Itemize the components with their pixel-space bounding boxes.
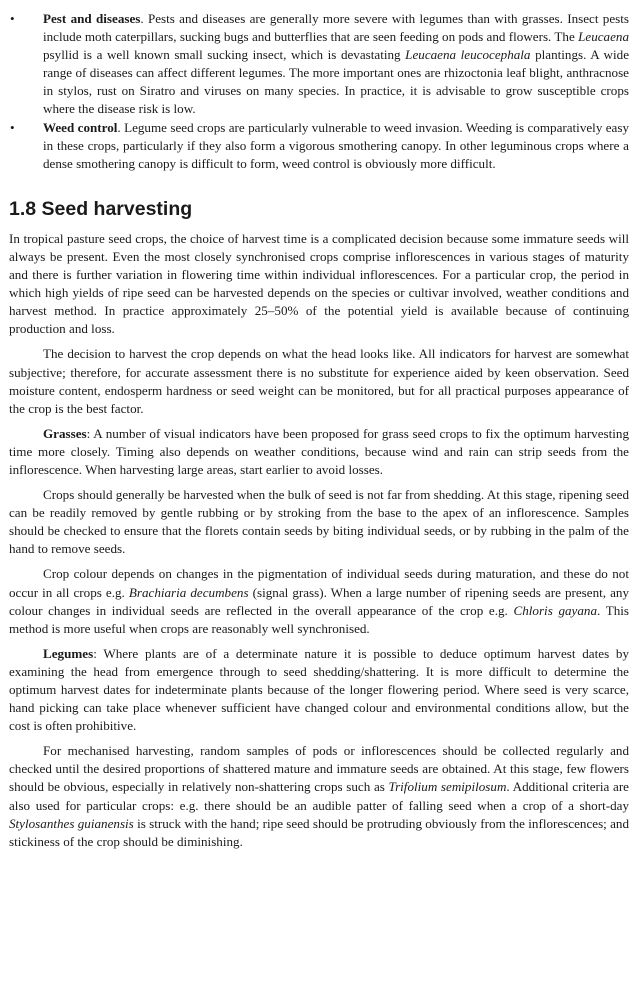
species-name: Trifolium semipilosum [388, 779, 507, 795]
bullet-text: . Pests and diseases are generally more severe with legumes than with grasses. Insect pests include moth caterpillars, sucking bugs and butterflies that are seen feeding on pods and flowers. The [43, 11, 629, 45]
paragraph-text: is struck with the hand; ripe seed should be protruding obviously from the inflorescences; and stickiness of the crop should be diminishing. [9, 815, 629, 849]
paragraph-text: . This method is more useful when crops are reasonably well synchronised. [9, 602, 629, 636]
paragraph [9, 565, 629, 637]
paragraph-heading: Legumes [43, 645, 94, 661]
bullet-heading: Pest and diseases [43, 11, 141, 26]
paragraph [9, 645, 629, 735]
paragraph-text: : A number of visual indicators have been proposed for grass seed crops to fix the optimum harvesting time more closely. Timing also depends on weather conditions, because wind and rain can strip seeds from the inflorescence. When harvesting large areas, start earlier to avoid losses. [9, 425, 629, 477]
species-name: Leucaena leucocephala [405, 47, 531, 63]
species-name: Chloris gayana [513, 602, 598, 618]
paragraph-text: For mechanised harvesting, random samples of pods or inflorescences should be collected regularly and checked until the desired proportions of shattered mature and immature seeds are obtained. At this stage, few flowers should be obvious, especially in relatively non-shattering crops such as [9, 743, 629, 795]
species-name: Stylosanthes guianensis [9, 815, 134, 831]
bullet-list [9, 10, 629, 173]
bullet-text: psyllid is a well known small sucking insect, which is devastating [43, 47, 406, 63]
paragraph: In tropical pasture seed crops, the choice of harvest time is a complicated decision because some immature seeds will always be present. Even the most closely synchronised crops comprise inflorescences in various stages of maturity and there is further variation in flowering time within individual inflorescences. For a particular crop, the period in which high yields of ripe seed can be harvested depends on the species or cultivar involved, weather conditions and harvest method. In practice approximately 25–50% of the potential yield is available because of continuing production and loss. [9, 230, 629, 337]
species-name: Leucaena [578, 29, 629, 45]
bullet-icon: • [10, 119, 15, 135]
paragraph [9, 742, 629, 851]
bullet-text: . Legume seed crops are particularly vulnerable to weed invasion. Weeding is comparatively easy in these crops, particularly if they also form a vigorous smothering canopy. In other leguminous crops where a dense smothering canopy is difficult to form, weed control is obviously more difficult. [43, 119, 630, 171]
paragraph-text: Crop colour depends on changes in the pigmentation of individual seeds during maturation, and these do not occur in all crops e.g. [9, 566, 629, 600]
bullet-icon: • [10, 11, 15, 26]
paragraph-text: (signal grass). When a large number of ripening seeds are present, any colour changes in individual seeds are reflected in the overall appearance of the crop e.g. [9, 584, 630, 618]
paragraph-text: . Additional criteria are also used for particular crops: e.g. there should be an audible patter of falling seed when a crop of a short-day [9, 779, 629, 813]
bullet-text: plantings. A wide range of diseases can affect different legumes. The more important ones are rhizoctonia leaf blight, anthracnose in stylos, rust on Siratro and viruses on many species. In practice, it is advisable to grow susceptible crops where the disease risk is low. [43, 47, 630, 117]
paragraph-text: : Where plants are of a determinate nature it is possible to deduce optimum harvest dates by examining the head from emergence through to seed shedding/shattering. It is more difficult to determine the optimum harvest dates for indeterminate plants because of the longer flowering period. Where seed is very scarce, hand picking can take place whenever sufficient have changed colour and environmental conditions allow, but the cost is often prohibitive. [9, 645, 629, 734]
species-name: Brachiaria decumbens [128, 584, 249, 600]
list-item-pests [9, 10, 629, 119]
bullet-heading: Weed control [43, 119, 118, 135]
paragraph: Crops should generally be harvested when the bulk of seed is not far from shedding. At this stage, ripening seed can be readily removed by gentle rubbing or by stroking from the base to the apex of an inflorescence. Samples should be checked to ensure that the florets contain seeds by biting individual seeds, or by rubbing in the palm of the hand to remove seeds. [9, 487, 629, 557]
section-title: 1.8 Seed harvesting [9, 197, 193, 220]
list-item-weed-control [9, 119, 629, 173]
paragraph-heading: Grasses [43, 425, 87, 441]
paragraph [9, 425, 629, 479]
document-page [9, 10, 629, 858]
paragraph: The decision to harvest the crop depends on what the head looks like. All indicators for harvest are somewhat subjective; therefore, for accurate assessment there is no substitute for experience aided by keen observation. Seed moisture content, endosperm hardness or seed weight can be monitored, but for all practical purposes appearance of the crop is the best factor. [9, 346, 629, 416]
